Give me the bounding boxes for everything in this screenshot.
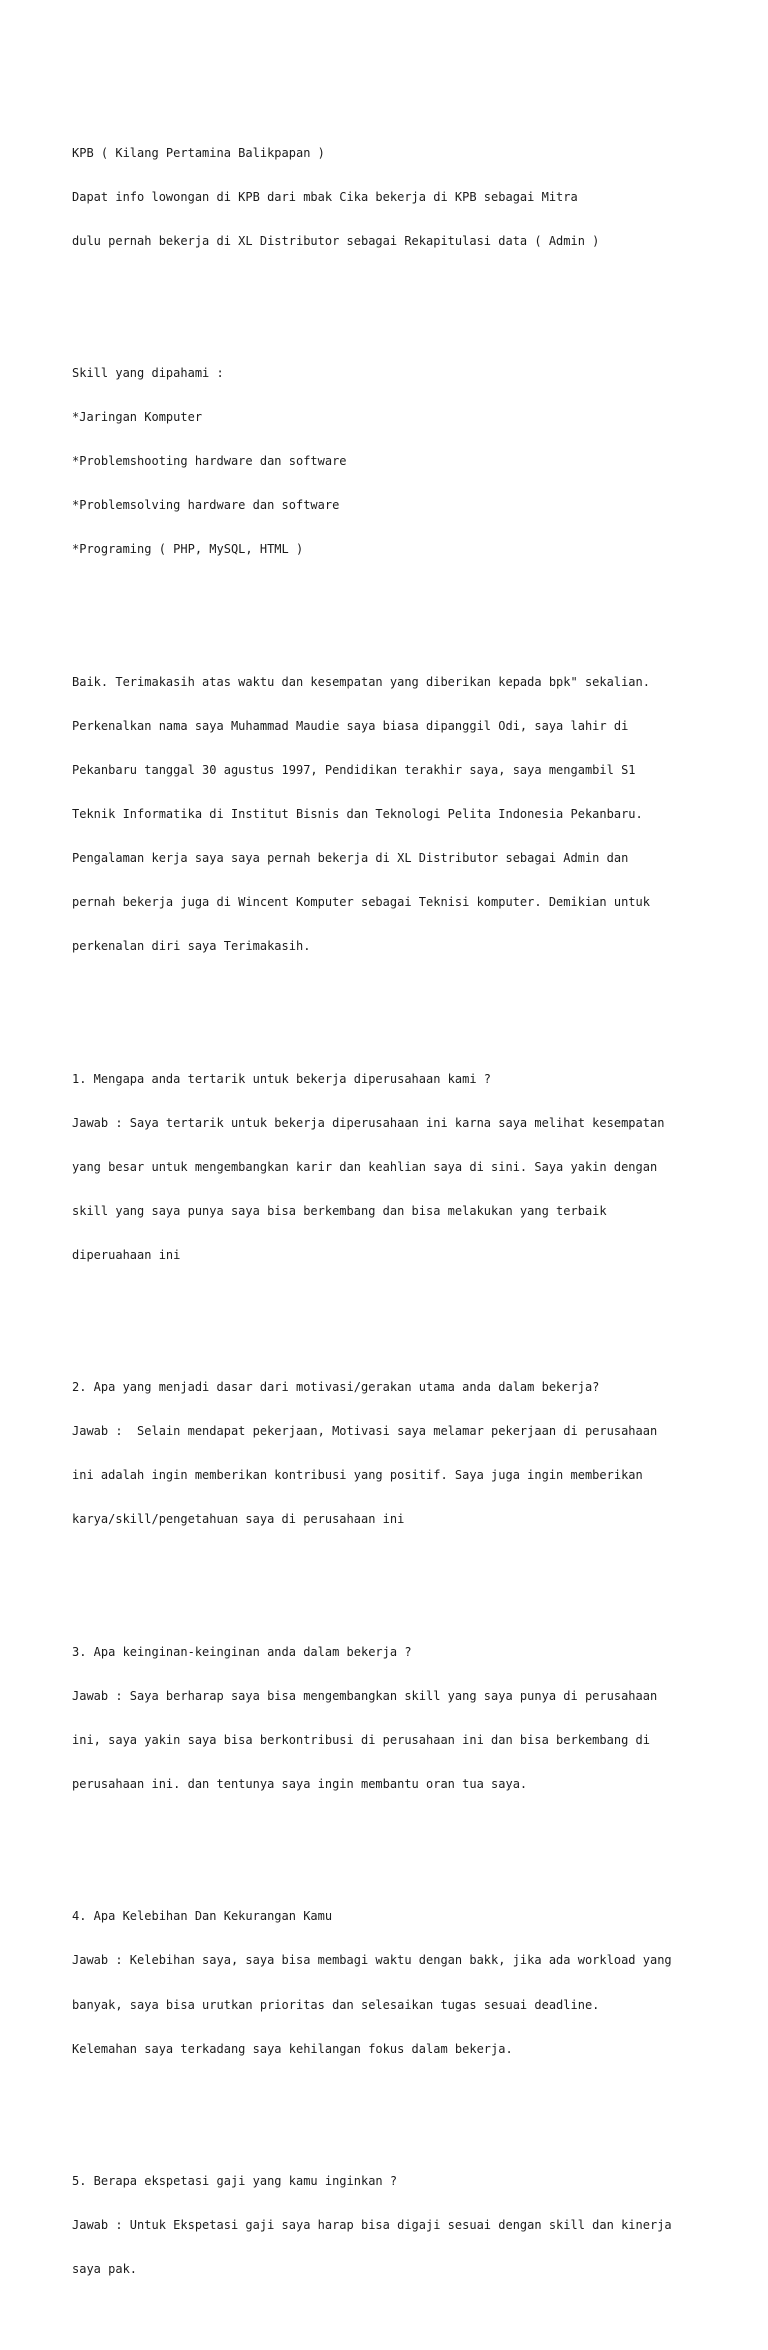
answer-line: karya/skill/pengetahuan saya di perusahaan ini <box>72 1512 405 1527</box>
question-1 <box>72 1042 712 1292</box>
answer-line: ini adalah ingin memberikan kontribusi yang positif. Saya juga ingin memberikan <box>72 1468 643 1483</box>
paragraph-line: Perkenalkan nama saya Muhammad Maudie saya biasa dipanggil Odi, saya lahir di <box>72 718 629 733</box>
paragraph-line: Teknik Informatika di Institut Bisnis dan Teknologi Pelita Indonesia Pekanbaru. <box>72 806 643 821</box>
skill-item: *Jaringan Komputer <box>72 410 203 425</box>
self-introduction-paragraph <box>72 645 712 983</box>
skills-heading: Skill yang dipahami : <box>72 366 224 380</box>
answer-line: saya pak. <box>72 2262 138 2277</box>
document-page <box>72 72 712 2350</box>
answer-line: Jawab : Saya tertarik untuk bekerja diperusahaan ini karna saya melihat kesempatan <box>72 1115 665 1130</box>
answer-line: skill yang saya punya saya bisa berkembang dan bisa melakukan yang terbaik <box>72 1203 607 1218</box>
answer-line: Jawab : Saya berharap saya bisa mengembangkan skill yang saya punya di perusahaan <box>72 1688 658 1703</box>
paragraph-line: Pengalaman kerja saya saya pernah bekerja di XL Distributor sebagai Admin dan <box>72 851 629 866</box>
question-text: 1. Mengapa anda tertarik untuk bekerja diperusahaan kami ? <box>72 1071 492 1086</box>
answer-line: ini, saya yakin saya bisa berkontribusi di perusahaan ini dan bisa berkembang di <box>72 1732 650 1747</box>
question-5 <box>72 2145 712 2307</box>
answer-line: Jawab : Kelebihan saya, saya bisa membagi waktu dengan bakk, jika ada workload yang <box>72 1953 672 1968</box>
intro-line: Dapat info lowongan di KPB dari mbak Cika bekerja di KPB sebagai Mitra <box>72 189 578 204</box>
paragraph-line: Baik. Terimakasih atas waktu dan kesempatan yang diberikan kepada bpk" sekalian. <box>72 674 650 689</box>
intro-paragraph <box>72 116 712 278</box>
skill-item: *Programing ( PHP, MySQL, HTML ) <box>72 542 304 557</box>
intro-title: KPB ( Kilang Pertamina Balikpapan ) <box>72 145 325 160</box>
question-4 <box>72 1880 712 2086</box>
question-3 <box>72 1615 712 1821</box>
paragraph-line: pernah bekerja juga di Wincent Komputer sebagai Teknisi komputer. Demikian untuk <box>72 895 650 910</box>
answer-line: diperuahaan ini <box>72 1247 181 1262</box>
answer-line: Kelemahan saya terkadang saya kehilangan fokus dalam bekerja. <box>72 2041 513 2056</box>
question-text: 4. Apa Kelebihan Dan Kekurangan Kamu <box>72 1909 333 1924</box>
skill-item: *Problemsolving hardware dan software <box>72 498 340 513</box>
answer-line: Jawab : Untuk Ekspetasi gaji saya harap bisa digaji sesuai dengan skill dan kinerja <box>72 2218 672 2233</box>
answer-line: Jawab : Selain mendapat pekerjaan, Motivasi saya melamar pekerjaan di perusahaan <box>72 1424 658 1439</box>
paragraph-line: Pekanbaru tanggal 30 agustus 1997, Pendidikan terakhir saya, saya mengambil S1 <box>72 762 636 777</box>
answer-line: perusahaan ini. dan tentunya saya ingin membantu oran tua saya. <box>72 1777 528 1792</box>
paragraph-line: perkenalan diri saya Terimakasih. <box>72 939 311 954</box>
question-text: 3. Apa keinginan-keinginan anda dalam bekerja ? <box>72 1644 412 1659</box>
question-2 <box>72 1351 712 1557</box>
question-text: 5. Berapa ekspetasi gaji yang kamu inginkan ? <box>72 2173 398 2188</box>
skill-item: *Problemshooting hardware dan software <box>72 454 347 469</box>
answer-line: yang besar untuk mengembangkan karir dan keahlian saya di sini. Saya yakin dengan <box>72 1159 658 1174</box>
question-text: 2. Apa yang menjadi dasar dari motivasi/gerakan utama anda dalam bekerja? <box>72 1380 600 1395</box>
intro-line: dulu pernah bekerja di XL Distributor sebagai Rekapitulasi data ( Admin ) <box>72 233 600 248</box>
answer-line: banyak, saya bisa urutkan prioritas dan selesaikan tugas sesuai deadline. <box>72 1997 600 2012</box>
skills-list <box>72 337 712 587</box>
